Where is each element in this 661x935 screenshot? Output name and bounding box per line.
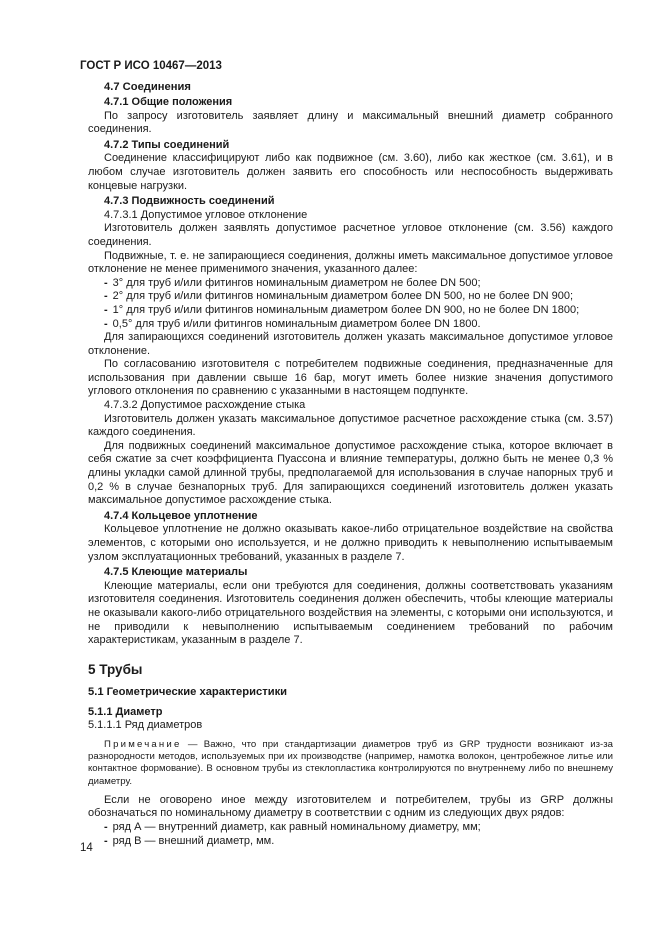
document-header: ГОСТ Р ИСО 10467—2013 (80, 60, 222, 72)
section-4-7-3-title: 4.7.3 Подвижность соединений (104, 195, 275, 208)
section-4-7-3-1-paragraph-3: Для запирающихся соединений изготовитель должен указать максимальное допустимое угловое отклонение. (88, 331, 613, 357)
section-4-7-3-2-paragraph-2: Для подвижных соединений максимальное допустимое расхождение стыка, которое включает в себя сжатие за счет коэффициента Пуассона и влияние температуры, должно быть не менее 0,3 % длины укладки самой длинной трубы, предполагаемой для использования в случае напорных труб и 0,2 % в случае безнапорных труб. Для запирающихся соединений изготовитель должен указать максимальное допустимое расхождение стыка. (88, 439, 613, 507)
section-4-7-5-paragraph: Клеющие материалы, если они требуются для соединения, должны соответствовать указаниям изготовителя соединения. Изготовитель соединения должен обеспечить, чтобы клеющие материалы не оказывали какого-либо отрицательного воздействия на элементы, с которыми они используются, и не приводили к невыполнению испытываемым соединением требований по рабочим характеристикам, указанным в разделе 7. (88, 579, 613, 647)
diameter-series-list (88, 821, 613, 848)
list-item: - 3° для труб и/или фитингов номинальным диаметром не более DN 500; (104, 276, 481, 289)
section-5-title: 5 Трубы (88, 661, 143, 677)
list-item: - 2° для труб и/или фитингов номинальным диаметром более DN 500, но не более DN 900; (104, 290, 574, 303)
page-number: 14 (80, 842, 93, 854)
section-5-paragraph: Если не оговорено иное между изготовителем и потребителем, трубы из GRP должны обозначаться по номинальному диаметру в соответствии с одним из следующих двух рядов: (88, 793, 613, 820)
section-4-7-2-title: 4.7.2 Типы соединений (104, 138, 230, 151)
note (88, 739, 613, 788)
section-4-7-4-paragraph: Кольцевое уплотнение не должно оказывать какое-либо отрицательное воздействие на свойства элементов, с которыми оно используется, и не должно приводить к невыполнению испытываемым узлом эксплуатационных требований, указанных в разделе 7. (88, 523, 613, 563)
section-4-7-2-paragraph: Соединение классифицируют либо как подвижное (см. 3.60), либо как жесткое (см. 3.61), и в любом случае изготовитель должен заявить его способность или неспособность выдерживать концевые нагрузки. (88, 152, 613, 192)
section-4-7-3-1-title: 4.7.3.1 Допустимое угловое отклонение (104, 208, 308, 221)
section-5-1-1-1-title: 5.1.1.1 Ряд диаметров (88, 719, 203, 732)
angular-deflection-list (88, 277, 613, 331)
section-4-7-1-paragraph: По запросу изготовитель заявляет длину и максимальный внешний диаметр собранного соединения. (88, 109, 613, 136)
list-item: - 0,5° для труб и/или фитингов номинальным диаметром более DN 1800. (104, 317, 481, 330)
section-4-7-3-2-title: 4.7.3.2 Допустимое расхождение стыка (104, 399, 306, 412)
list-item: - 1° для труб и/или фитингов номинальным диаметром более DN 900, но не более DN 1800; (104, 303, 580, 316)
list-item: - ряд А — внутренний диаметр, как равный номинальному диаметру, мм; (104, 820, 481, 833)
note-text: — Важно, что при стандартизации диаметров труб из GRP трудности возникают из-за разнородности методов, используемых при их производстве (например, намотка волокон, центробежное литье или контактное формование). В основном трубы из стеклопластика контролируются по внутреннему либо по внешнему диаметру. (88, 738, 613, 787)
section-4-7-3-1-paragraph-1: Изготовитель должен заявлять допустимое расчетное угловое отклонение (см. 3.56) каждого соединения. (88, 222, 613, 248)
section-5-1-1-title: 5.1.1 Диаметр (88, 705, 163, 718)
note-label: Примечание (104, 738, 182, 750)
section-4-7-title: 4.7 Соединения (104, 81, 191, 93)
section-4-7-1-title: 4.7.1 Общие положения (104, 96, 233, 108)
section-4-7-3-1-paragraph-4: По согласованию изготовителя с потребителем подвижные соединения, предназначенные для использования при давлении свыше 16 бар, могут иметь более низкие значения допустимого углового отклонения по сравнению с указанными в настоящем подпункте. (88, 358, 613, 398)
section-4-7-5-title: 4.7.5 Клеющие материалы (104, 566, 248, 579)
section-4-7-3-2-paragraph-1: Изготовитель должен указать максимальное допустимое расчетное расхождение стыка (см. 3.57) каждого соединения. (88, 412, 613, 439)
list-item: - ряд В — внешний диаметр, мм. (104, 834, 275, 847)
section-5-1-title: 5.1 Геометрические характеристики (88, 685, 288, 698)
section-4-7-3-1-paragraph-2: Подвижные, т. е. не запирающиеся соединения, должны иметь максимальное допустимое угловое отклонение не менее применимого значения, указанного далее: (88, 249, 613, 276)
page-content (88, 80, 613, 848)
section-4-7-4-title: 4.7.4 Кольцевое уплотнение (104, 509, 258, 522)
